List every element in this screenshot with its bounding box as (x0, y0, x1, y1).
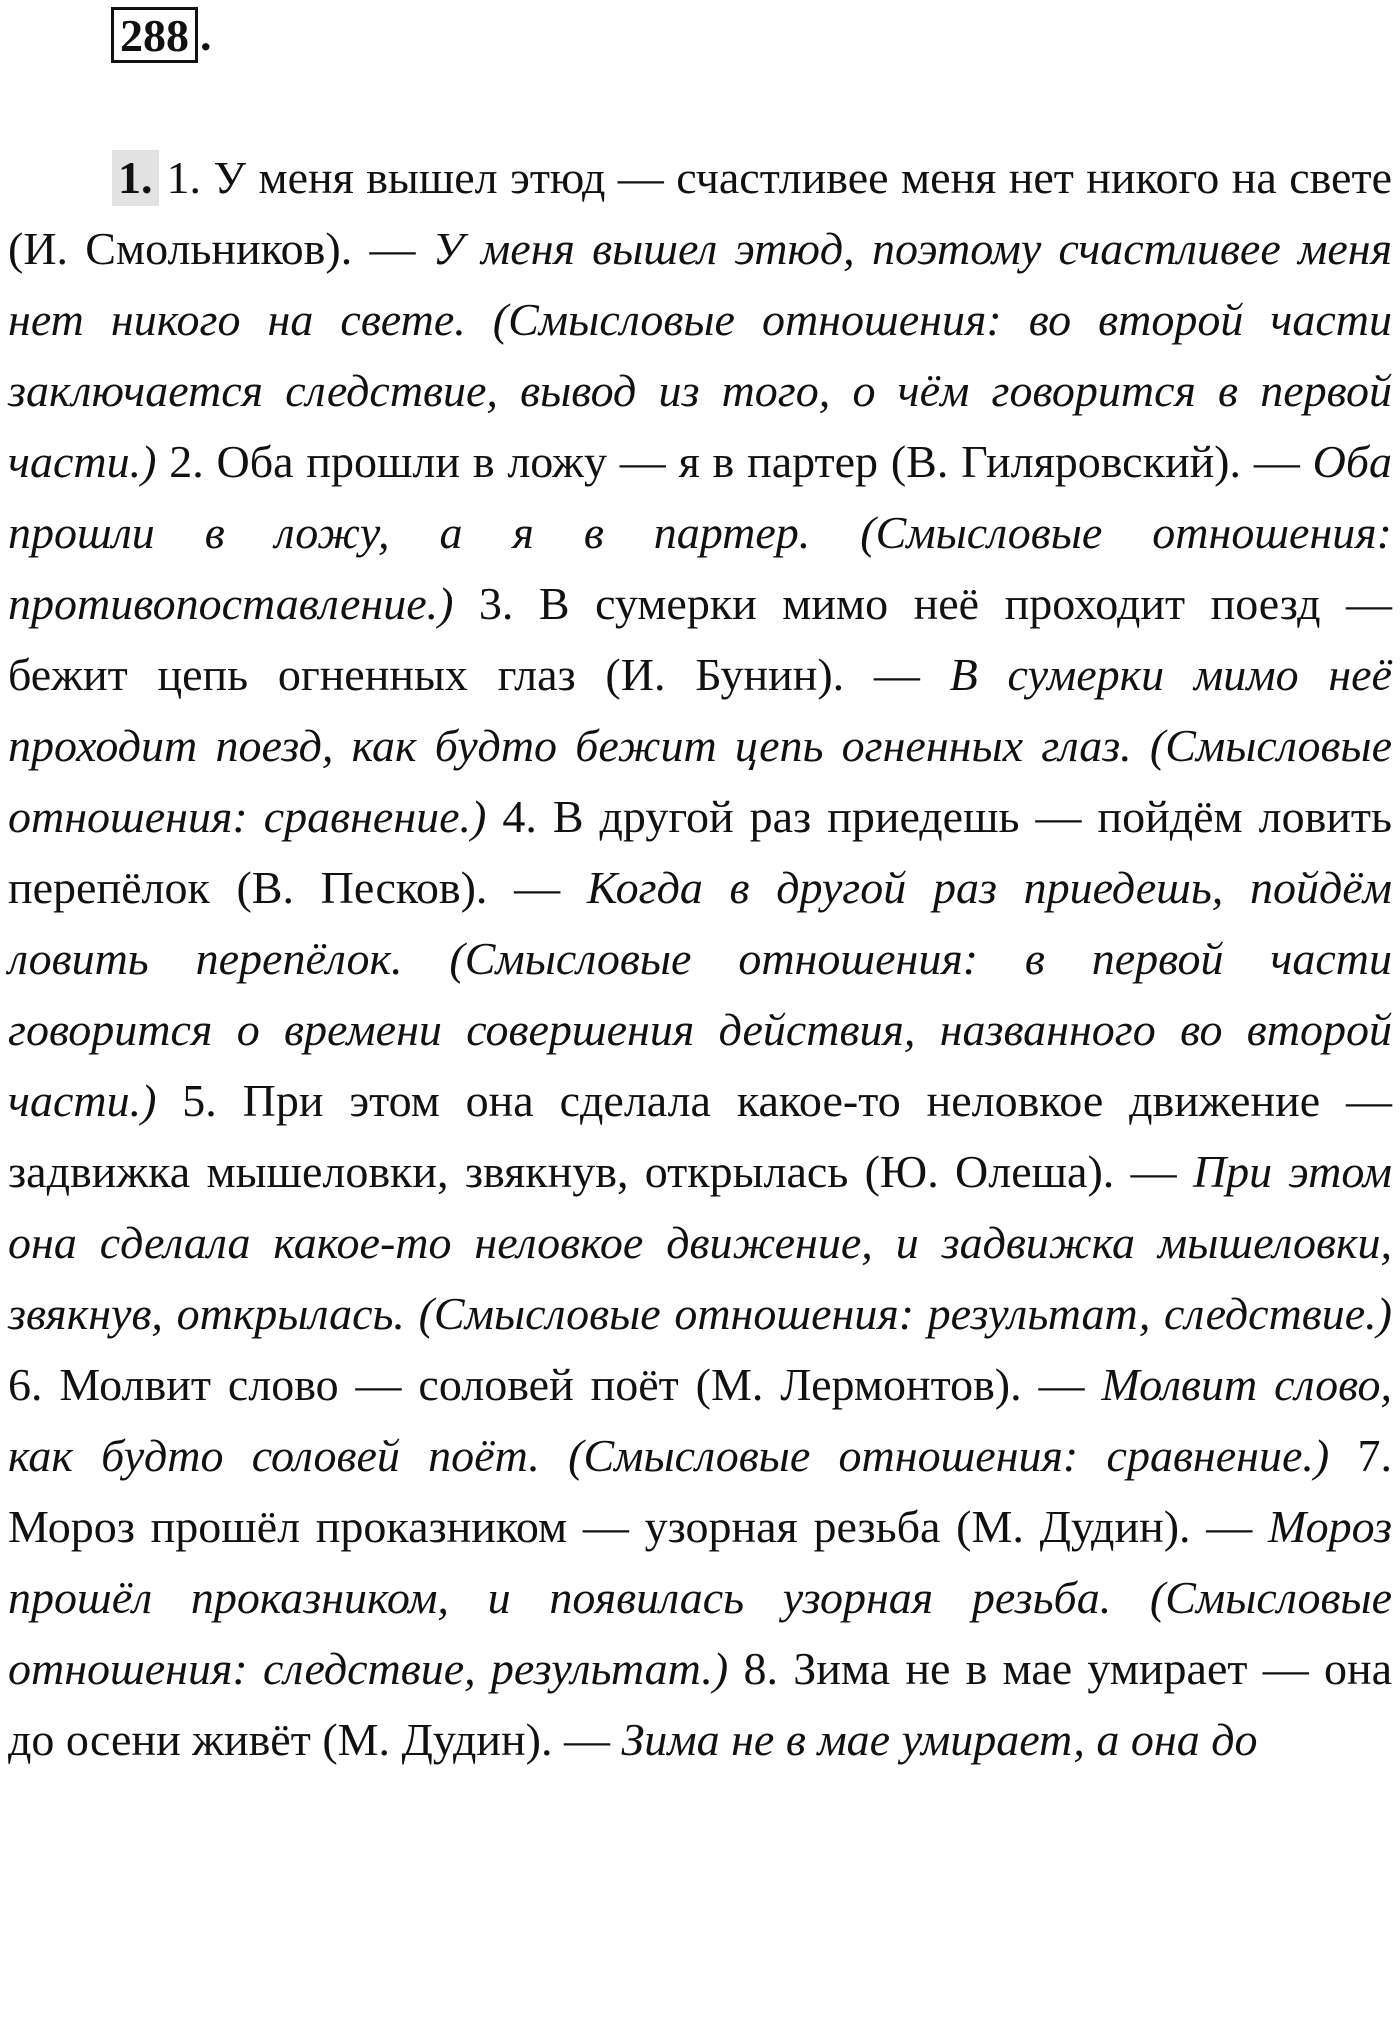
task-number-badge: 1. (112, 150, 159, 206)
transformed-sentence: Молвит слово, как будто соловей поёт. (Смысловые отношения: сравнение.) (8, 1359, 1392, 1481)
transformed-sentence: Мороз прошёл проказником, и появилась узорная резьба. (Смысловые отношения: следствие, результат.) (8, 1501, 1392, 1694)
transformed-sentence: В сумерки мимо неё проходит поезд, как будто бежит цепь огненных глаз. (Смысловые отношения: сравнение.) (8, 649, 1392, 842)
transformed-sentence: При этом она сделала какое-то неловкое движение, и задвижка мышеловки, звякнув, открылась. (Смысловые отношения: результат, следствие.) (8, 1146, 1392, 1339)
transformed-sentence: Оба прошли в ложу, а я в партер. (Смысловые отношения: противопоставление.) (8, 436, 1392, 629)
source-sentence: 8. Зима не в мае умирает — она до осени живёт (М. Дудин). — (8, 1643, 1392, 1765)
source-sentence: 3. В сумерки мимо неё проходит поезд — бежит цепь огненных глаз (И. Бунин). — (8, 578, 1392, 700)
transformed-sentence: Когда в другой раз приедешь, пойдём ловить перепёлок. (Смысловые отношения: в первой части говорится о времени совершения действия, названного во второй части.) (8, 862, 1393, 1126)
source-sentence: 2. Оба прошли в ложу — я в партер (В. Гиляровский). — (156, 436, 1313, 487)
answer-segments (8, 152, 1392, 1765)
answer-text (8, 142, 1392, 1775)
transformed-sentence: У меня вышел этюд, поэтому счастливее меня нет никого на свете. (Смысловые отношения: во второй части заключается следствие, вывод из того, о чём говорится в первой части.) (8, 223, 1392, 487)
transformed-sentence: Зима не в мае умирает, а она до (621, 1714, 1258, 1765)
source-sentence: 7. Мороз прошёл проказником — узорная резьба (М. Дудин). — (8, 1430, 1393, 1552)
exercise-number (111, 8, 212, 62)
source-sentence: 1. У меня вышел этюд — счастливее меня нет никого на свете (И. Смольников). — (8, 152, 1392, 274)
source-sentence: 4. В другой раз приедешь — пойдём ловить перепёлок (В. Песков). — (8, 791, 1392, 913)
source-sentence: 5. При этом она сделала какое-то неловкое движение — задвижка мышеловки, звякнув, открылась (Ю. Олеша). — (8, 1075, 1392, 1197)
exercise-number-box: 288 (111, 7, 198, 63)
source-sentence: 6. Молвит слово — соловей поёт (М. Лермонтов). — (8, 1359, 1102, 1410)
exercise-number-suffix: . (200, 9, 212, 60)
